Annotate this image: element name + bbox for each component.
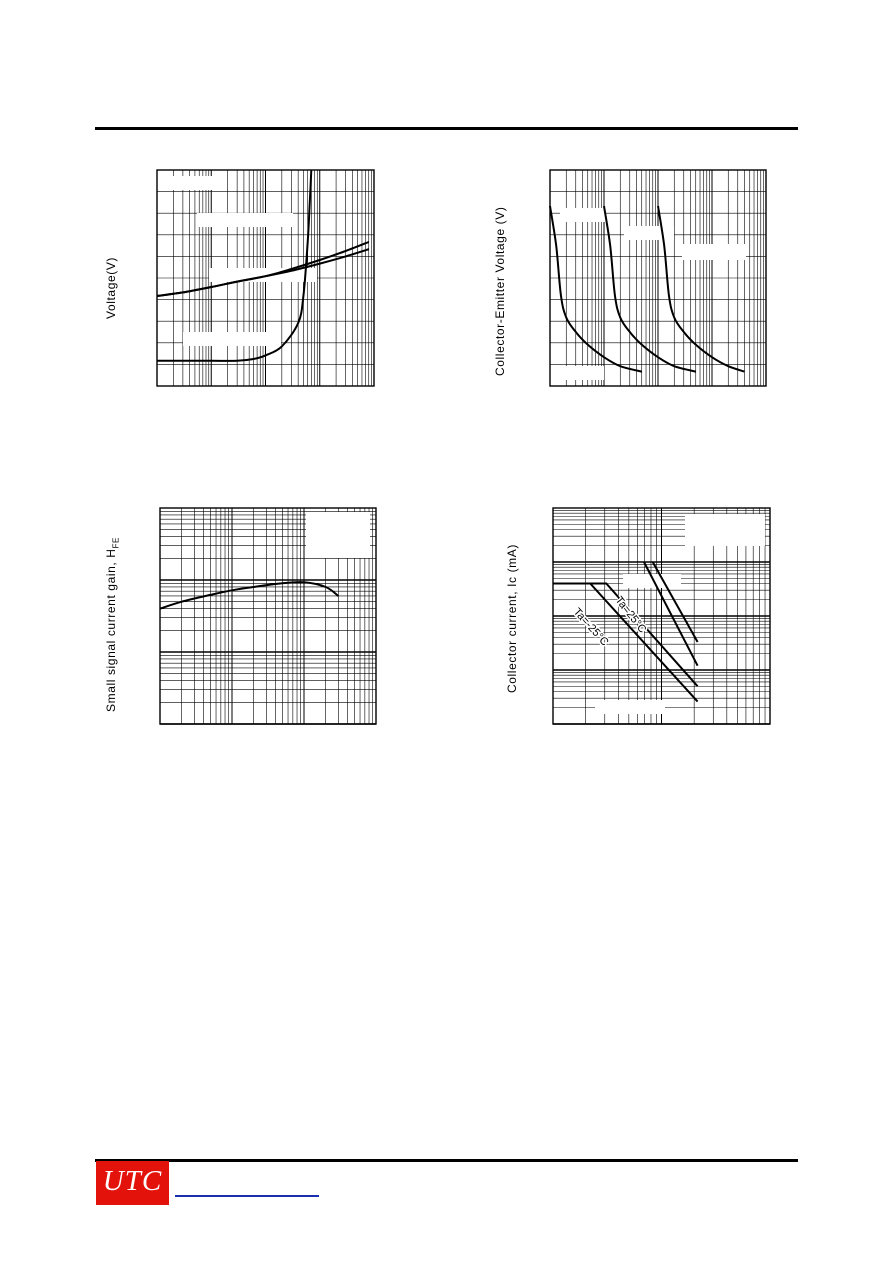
current-gain-ylabel-sub: FE xyxy=(111,537,121,549)
legend-box xyxy=(167,176,213,190)
collector-emitter-voltage-chart xyxy=(550,170,766,386)
c1-svg xyxy=(157,170,374,386)
legend-box xyxy=(624,226,674,240)
utc-logo xyxy=(96,1161,169,1205)
current-gain-ylabel-text: Small signal current gain, H xyxy=(104,548,118,712)
annotation-label: Ta=25°C xyxy=(612,594,649,636)
legend-box xyxy=(685,514,765,546)
c4-svg xyxy=(553,508,770,724)
legend-box xyxy=(595,700,665,714)
legend-box xyxy=(306,512,370,558)
current-gain-chart xyxy=(160,508,376,724)
legend-box xyxy=(560,208,606,222)
voltage-chart xyxy=(157,170,374,386)
grid xyxy=(550,170,766,386)
collector-emitter-ylabel: Collector-Emitter Voltage (V) xyxy=(493,206,507,376)
voltage-ylabel: Voltage(V) xyxy=(104,256,118,319)
collector-current-chart xyxy=(553,508,770,724)
legend-box xyxy=(183,332,281,346)
footer-rule xyxy=(95,1159,798,1162)
c3-svg xyxy=(160,508,376,724)
series-line-1 xyxy=(160,582,338,609)
footer-link-underline[interactable] xyxy=(175,1195,319,1197)
legend-box xyxy=(682,244,746,260)
collector-current-ylabel: Collector current, Ic (mA) xyxy=(505,544,519,693)
legend-box xyxy=(209,268,317,282)
header-rule xyxy=(95,127,798,130)
annotation-label: Ta=-25°C xyxy=(570,605,611,649)
c2-svg xyxy=(550,170,766,386)
utc-logo-text: UTC xyxy=(102,1165,163,1197)
legend-box xyxy=(560,366,604,380)
current-gain-ylabel xyxy=(104,537,120,712)
legend-box xyxy=(197,213,293,227)
